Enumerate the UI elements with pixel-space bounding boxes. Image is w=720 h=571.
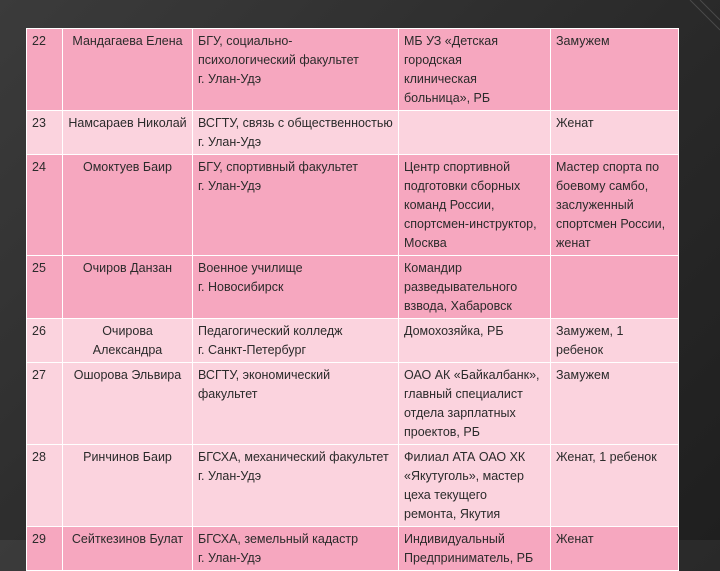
workplace-cell-line: главный специалист xyxy=(404,387,523,401)
name-cell xyxy=(63,29,193,111)
row-number-cell: 23 xyxy=(27,111,63,155)
education-cell-line: психологический факультет xyxy=(198,53,359,67)
education-cell-line: БГСХА, земельный кадастр xyxy=(198,532,359,546)
status-cell-line: Замужем xyxy=(556,34,610,48)
roster-table-container xyxy=(26,28,678,565)
roster-table-body xyxy=(27,29,679,571)
workplace-cell-line: подготовки сборных xyxy=(404,179,521,193)
workplace-cell xyxy=(399,319,551,363)
education-cell xyxy=(193,363,399,445)
workplace-cell-line: клиническая xyxy=(404,72,477,86)
workplace-cell-line: Домохозяйка, РБ xyxy=(404,324,504,338)
education-cell-line: г. Улан-Удэ xyxy=(198,551,262,565)
row-number-cell: 25 xyxy=(27,256,63,319)
status-cell-line: женат xyxy=(556,236,591,250)
education-cell xyxy=(193,256,399,319)
status-cell xyxy=(551,319,679,363)
workplace-cell-line: Центр спортивной xyxy=(404,160,511,174)
table-row xyxy=(27,155,679,256)
workplace-cell xyxy=(399,527,551,571)
name-cell xyxy=(63,319,193,363)
education-cell-line: г. Улан-Удэ xyxy=(198,179,262,193)
status-cell-line: Женат, 1 ребенок xyxy=(556,450,657,464)
table-row xyxy=(27,445,679,527)
education-cell-line: ВСГТУ, экономический xyxy=(198,368,331,382)
name-cell xyxy=(63,111,193,155)
education-cell-line: Педагогический колледж xyxy=(198,324,343,338)
roster-table xyxy=(26,28,679,571)
table-row xyxy=(27,363,679,445)
workplace-cell-line: Предприниматель, РБ xyxy=(404,551,534,565)
education-cell-line: БГСХА, механический факультет xyxy=(198,450,389,464)
name-cell xyxy=(63,155,193,256)
status-cell-line: заслуженный xyxy=(556,198,634,212)
status-cell-line: Мастер спорта по xyxy=(556,160,660,174)
status-cell xyxy=(551,527,679,571)
row-number-cell: 26 xyxy=(27,319,63,363)
table-row xyxy=(27,319,679,363)
education-cell-line: г. Улан-Удэ xyxy=(198,72,262,86)
workplace-cell-line: городская xyxy=(404,53,462,67)
status-cell-line: Замужем, 1 xyxy=(556,324,624,338)
table-row xyxy=(27,29,679,111)
workplace-cell-line: Индивидуальный xyxy=(404,532,505,546)
education-cell xyxy=(193,527,399,571)
workplace-cell xyxy=(399,155,551,256)
row-number-cell: 22 xyxy=(27,29,63,111)
workplace-cell-line: спортсмен-инструктор, xyxy=(404,217,537,231)
status-cell-line: Женат xyxy=(556,116,594,130)
education-cell xyxy=(193,445,399,527)
workplace-cell-line: Командир xyxy=(404,261,462,275)
name-cell-line: Очиров Данзан xyxy=(82,261,173,275)
education-cell xyxy=(193,319,399,363)
name-cell-line: Александра xyxy=(92,343,163,357)
row-number-cell: 29 xyxy=(27,527,63,571)
workplace-cell xyxy=(399,29,551,111)
education-cell-line: г. Улан-Удэ xyxy=(198,135,262,149)
education-cell-line: факультет xyxy=(198,387,258,401)
status-cell xyxy=(551,363,679,445)
education-cell-line: г. Новосибирск xyxy=(198,280,284,294)
name-cell-line: Очирова xyxy=(102,324,153,338)
workplace-cell-line: команд России, xyxy=(404,198,495,212)
education-cell xyxy=(193,29,399,111)
status-cell xyxy=(551,445,679,527)
name-cell-line: Ринчинов Баир xyxy=(83,450,172,464)
status-cell xyxy=(551,111,679,155)
status-cell-line: Замужем xyxy=(556,368,610,382)
workplace-cell-line: «Якутуголь», мастер xyxy=(404,469,524,483)
name-cell xyxy=(63,445,193,527)
workplace-cell-line: Москва xyxy=(404,236,447,250)
table-row xyxy=(27,111,679,155)
status-cell xyxy=(551,155,679,256)
row-number-cell: 28 xyxy=(27,445,63,527)
name-cell xyxy=(63,363,193,445)
status-cell-line: Женат xyxy=(556,532,594,546)
workplace-cell-line: отдела зарплатных xyxy=(404,406,516,420)
education-cell xyxy=(193,155,399,256)
workplace-cell-line: ремонта, Якутия xyxy=(404,507,501,521)
status-cell xyxy=(551,256,679,319)
workplace-cell-line: проектов, РБ xyxy=(404,425,480,439)
education-cell-line: БГУ, спортивный факультет xyxy=(198,160,359,174)
status-cell-line: спортсмен России, xyxy=(556,217,666,231)
education-cell-line: г. Улан-Удэ xyxy=(198,469,262,483)
workplace-cell-line: МБ УЗ «Детская xyxy=(404,34,499,48)
workplace-cell xyxy=(399,256,551,319)
workplace-cell xyxy=(399,111,551,155)
workplace-cell-line: ОАО АК «Байкалбанк», xyxy=(404,368,540,382)
status-cell-line: боевому самбо, xyxy=(556,179,649,193)
workplace-cell xyxy=(399,445,551,527)
name-cell-line: Ошорова Эльвира xyxy=(73,368,182,382)
name-cell xyxy=(63,256,193,319)
name-cell-line: Сейткезинов Булат xyxy=(71,532,184,546)
workplace-cell-line: Филиал АТА ОАО ХК xyxy=(404,450,526,464)
row-number-cell: 24 xyxy=(27,155,63,256)
table-row xyxy=(27,527,679,571)
education-cell-line: г. Санкт-Петербург xyxy=(198,343,307,357)
workplace-cell-line: разведывательного xyxy=(404,280,518,294)
workplace-cell-line: цеха текущего xyxy=(404,488,487,502)
status-cell-line: ребенок xyxy=(556,343,604,357)
workplace-cell xyxy=(399,363,551,445)
status-cell xyxy=(551,29,679,111)
table-row xyxy=(27,256,679,319)
name-cell-line: Мандагаева Елена xyxy=(72,34,183,48)
education-cell-line: ВСГТУ, связь с общественностью xyxy=(198,116,393,130)
name-cell-line: Омоктуев Баир xyxy=(82,160,172,174)
name-cell xyxy=(63,527,193,571)
name-cell-line: Намсараев Николай xyxy=(68,116,187,130)
education-cell-line: БГУ, социально- xyxy=(198,34,293,48)
workplace-cell-line: больница», РБ xyxy=(404,91,491,105)
education-cell xyxy=(193,111,399,155)
education-cell-line: Военное училище xyxy=(198,261,303,275)
row-number-cell: 27 xyxy=(27,363,63,445)
workplace-cell-line: взвода, Хабаровск xyxy=(404,299,512,313)
